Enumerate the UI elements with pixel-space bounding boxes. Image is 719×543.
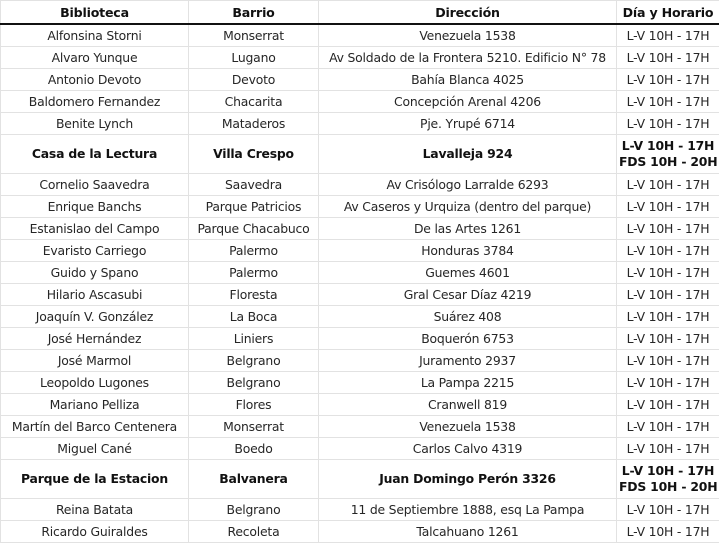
cell-direccion: Bahía Blanca 4025 xyxy=(319,69,617,91)
cell-barrio: Palermo xyxy=(189,240,319,262)
table-row xyxy=(1,135,719,174)
cell-horario xyxy=(617,174,719,196)
cell-horario xyxy=(617,394,719,416)
cell-biblioteca: Benite Lynch xyxy=(1,113,189,135)
table-row xyxy=(1,438,719,460)
cell-horario xyxy=(617,521,719,543)
cell-horario xyxy=(617,24,719,47)
table-row xyxy=(1,328,719,350)
horario-line: L-V 10H - 17H xyxy=(619,375,717,390)
horario-line: L-V 10H - 17H xyxy=(619,265,717,280)
cell-direccion: Carlos Calvo 4319 xyxy=(319,438,617,460)
cell-biblioteca: Enrique Banchs xyxy=(1,196,189,218)
cell-biblioteca: José Marmol xyxy=(1,350,189,372)
cell-barrio: Belgrano xyxy=(189,350,319,372)
table-row xyxy=(1,174,719,196)
cell-barrio: Mataderos xyxy=(189,113,319,135)
horario-line: L-V 10H - 17H xyxy=(619,502,717,517)
horario-line: L-V 10H - 17H xyxy=(619,221,717,236)
cell-horario xyxy=(617,306,719,328)
cell-direccion: Av Crisólogo Larralde 6293 xyxy=(319,174,617,196)
cell-direccion: Honduras 3784 xyxy=(319,240,617,262)
horario-line: L-V 10H - 17H xyxy=(619,331,717,346)
cell-horario xyxy=(617,499,719,521)
cell-horario xyxy=(617,69,719,91)
cell-horario xyxy=(617,135,719,174)
horario-line: L-V 10H - 17H xyxy=(619,441,717,456)
horario-line: FDS 10H - 20H xyxy=(619,154,717,170)
horario-line: L-V 10H - 17H xyxy=(619,28,717,43)
cell-barrio: Parque Chacabuco xyxy=(189,218,319,240)
header-biblioteca: Biblioteca xyxy=(1,1,189,25)
cell-horario xyxy=(617,218,719,240)
cell-barrio: Flores xyxy=(189,394,319,416)
horario-line: L-V 10H - 17H xyxy=(619,287,717,302)
cell-direccion: 11 de Septiembre 1888, esq La Pampa xyxy=(319,499,617,521)
cell-direccion: Lavalleja 924 xyxy=(319,135,617,174)
cell-barrio: Balvanera xyxy=(189,460,319,499)
cell-horario xyxy=(617,196,719,218)
cell-biblioteca: José Hernández xyxy=(1,328,189,350)
table-row xyxy=(1,306,719,328)
table-row xyxy=(1,91,719,113)
cell-barrio: Devoto xyxy=(189,69,319,91)
cell-horario xyxy=(617,350,719,372)
cell-barrio: Monserrat xyxy=(189,24,319,47)
horario-line: L-V 10H - 17H xyxy=(619,177,717,192)
cell-barrio: Palermo xyxy=(189,262,319,284)
cell-horario xyxy=(617,47,719,69)
horario-line: L-V 10H - 17H xyxy=(619,199,717,214)
table-body xyxy=(1,24,719,543)
table-row xyxy=(1,196,719,218)
horario-line: L-V 10H - 17H xyxy=(619,397,717,412)
cell-biblioteca: Guido y Spano xyxy=(1,262,189,284)
horario-line: L-V 10H - 17H xyxy=(619,463,717,479)
cell-barrio: Belgrano xyxy=(189,372,319,394)
cell-direccion: Av Soldado de la Frontera 5210. Edificio N° 78 xyxy=(319,47,617,69)
table-row xyxy=(1,394,719,416)
cell-direccion: Av Caseros y Urquiza (dentro del parque) xyxy=(319,196,617,218)
cell-barrio: Monserrat xyxy=(189,416,319,438)
cell-horario xyxy=(617,262,719,284)
cell-biblioteca: Antonio Devoto xyxy=(1,69,189,91)
cell-barrio: Lugano xyxy=(189,47,319,69)
horario-line: L-V 10H - 17H xyxy=(619,116,717,131)
horario-line: FDS 10H - 20H xyxy=(619,479,717,495)
table-row xyxy=(1,499,719,521)
table-row xyxy=(1,240,719,262)
cell-direccion: Concepción Arenal 4206 xyxy=(319,91,617,113)
horario-line: L-V 10H - 17H xyxy=(619,72,717,87)
cell-barrio: Belgrano xyxy=(189,499,319,521)
table-row xyxy=(1,262,719,284)
cell-direccion: Guemes 4601 xyxy=(319,262,617,284)
cell-horario xyxy=(617,372,719,394)
cell-biblioteca: Mariano Pelliza xyxy=(1,394,189,416)
cell-horario xyxy=(617,91,719,113)
cell-direccion: Talcahuano 1261 xyxy=(319,521,617,543)
table-row xyxy=(1,416,719,438)
cell-horario xyxy=(617,240,719,262)
cell-biblioteca: Reina Batata xyxy=(1,499,189,521)
cell-horario xyxy=(617,438,719,460)
cell-direccion: Gral Cesar Díaz 4219 xyxy=(319,284,617,306)
horario-line: L-V 10H - 17H xyxy=(619,353,717,368)
cell-barrio: Villa Crespo xyxy=(189,135,319,174)
table-row xyxy=(1,372,719,394)
cell-horario xyxy=(617,113,719,135)
table-row xyxy=(1,69,719,91)
cell-biblioteca: Hilario Ascasubi xyxy=(1,284,189,306)
table-row xyxy=(1,113,719,135)
table-row xyxy=(1,24,719,47)
cell-biblioteca: Leopoldo Lugones xyxy=(1,372,189,394)
cell-biblioteca: Cornelio Saavedra xyxy=(1,174,189,196)
cell-biblioteca: Evaristo Carriego xyxy=(1,240,189,262)
horario-line: L-V 10H - 17H xyxy=(619,50,717,65)
horario-line: L-V 10H - 17H xyxy=(619,524,717,539)
cell-horario xyxy=(617,328,719,350)
cell-horario xyxy=(617,284,719,306)
cell-direccion: Pje. Yrupé 6714 xyxy=(319,113,617,135)
cell-biblioteca: Alvaro Yunque xyxy=(1,47,189,69)
cell-biblioteca: Miguel Cané xyxy=(1,438,189,460)
cell-direccion: La Pampa 2215 xyxy=(319,372,617,394)
horario-line: L-V 10H - 17H xyxy=(619,138,717,154)
cell-direccion: Boquerón 6753 xyxy=(319,328,617,350)
table-row xyxy=(1,350,719,372)
cell-barrio: Chacarita xyxy=(189,91,319,113)
header-dia-y-horario: Día y Horario xyxy=(617,1,719,25)
horario-line: L-V 10H - 17H xyxy=(619,419,717,434)
cell-barrio: Saavedra xyxy=(189,174,319,196)
header-barrio: Barrio xyxy=(189,1,319,25)
cell-horario xyxy=(617,416,719,438)
cell-barrio: Boedo xyxy=(189,438,319,460)
horario-line: L-V 10H - 17H xyxy=(619,243,717,258)
horario-line: L-V 10H - 17H xyxy=(619,309,717,324)
cell-biblioteca: Parque de la Estacion xyxy=(1,460,189,499)
table-row xyxy=(1,460,719,499)
cell-direccion: Juramento 2937 xyxy=(319,350,617,372)
cell-direccion: Venezuela 1538 xyxy=(319,416,617,438)
cell-direccion: Venezuela 1538 xyxy=(319,24,617,47)
cell-direccion: Cranwell 819 xyxy=(319,394,617,416)
horario-line: L-V 10H - 17H xyxy=(619,94,717,109)
cell-biblioteca: Alfonsina Storni xyxy=(1,24,189,47)
cell-biblioteca: Estanislao del Campo xyxy=(1,218,189,240)
cell-barrio: Liniers xyxy=(189,328,319,350)
cell-barrio: Recoleta xyxy=(189,521,319,543)
cell-direccion: Suárez 408 xyxy=(319,306,617,328)
table-row xyxy=(1,284,719,306)
cell-barrio: Parque Patricios xyxy=(189,196,319,218)
table-row xyxy=(1,521,719,543)
cell-barrio: La Boca xyxy=(189,306,319,328)
cell-biblioteca: Joaquín V. González xyxy=(1,306,189,328)
cell-biblioteca: Ricardo Guiraldes xyxy=(1,521,189,543)
cell-direccion: De las Artes 1261 xyxy=(319,218,617,240)
table-row xyxy=(1,218,719,240)
header-row xyxy=(1,1,719,25)
cell-biblioteca: Casa de la Lectura xyxy=(1,135,189,174)
cell-biblioteca: Baldomero Fernandez xyxy=(1,91,189,113)
cell-barrio: Floresta xyxy=(189,284,319,306)
cell-direccion: Juan Domingo Perón 3326 xyxy=(319,460,617,499)
cell-biblioteca: Martín del Barco Centenera xyxy=(1,416,189,438)
cell-horario xyxy=(617,460,719,499)
header-direccion: Dirección xyxy=(319,1,617,25)
table-row xyxy=(1,47,719,69)
